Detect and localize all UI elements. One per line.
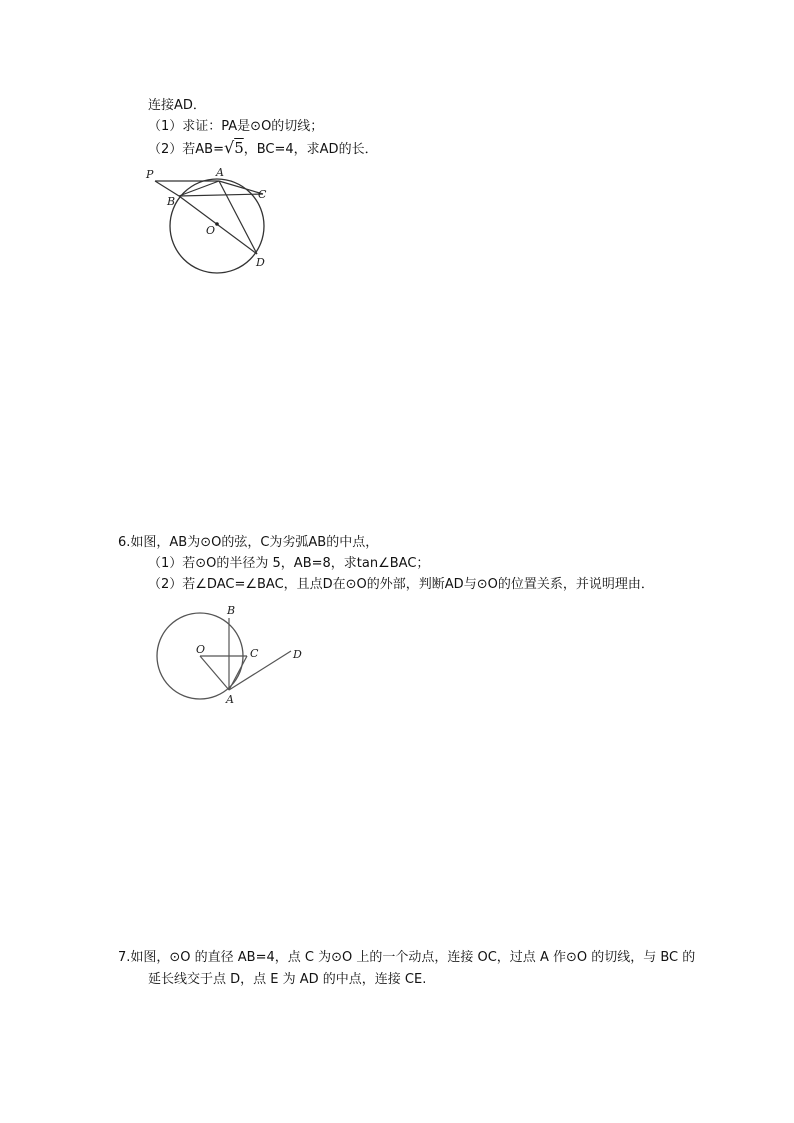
label-d: D [293, 648, 302, 661]
p5-q2-radicand: 5 [234, 139, 244, 157]
circle-o [170, 179, 264, 273]
sqrt-symbol: √ [223, 138, 235, 157]
p7-line-1: 7.如图，⊙O 的直径 AB=4，点 C 为⊙O 上的一个动点，连接 OC，过点 A 作⊙O 的切线，与 BC 的 [118, 950, 696, 965]
label-b: B [227, 604, 236, 617]
p6-stem: 6.如图，AB为⊙O的弦，C为劣弧AB的中点， [118, 535, 379, 550]
label-o: O [206, 224, 216, 237]
label-d: D [256, 256, 265, 269]
label-b: B [167, 195, 176, 208]
p5-intro: 连接AD． [148, 98, 206, 113]
line-pb [155, 181, 179, 196]
line-bc [179, 194, 263, 196]
center-dot [215, 222, 219, 226]
p6-question-2: （2）若∠DAC=∠BAC，且点D在⊙O的外部，判断AD与⊙O的位置关系，并说明理由． [148, 577, 654, 592]
p5-question-1: （1）求证：PA是⊙O的切线； [148, 119, 324, 134]
line-ad [219, 181, 257, 254]
p6-geometry-figure [150, 600, 310, 710]
line-oa [200, 656, 229, 690]
line-ad [229, 651, 291, 690]
label-a: A [226, 693, 234, 706]
p6-question-1: （1）若⊙O的半径为 5，AB=8，求tan∠BAC； [148, 556, 430, 571]
label-p: P [146, 168, 154, 181]
label-c: C [250, 647, 259, 660]
line-ac [219, 181, 263, 194]
label-c: C [258, 188, 267, 201]
label-o: O [196, 643, 206, 656]
p5-q2-prefix: （2）若AB= [148, 142, 224, 157]
label-a: A [216, 166, 224, 179]
p5-geometry-figure [140, 162, 280, 272]
p5-q2-suffix: ，BC=4，求AD的长． [243, 142, 378, 157]
p7-line-2: 延长线交于点 D，点 E 为 AD 的中点，连接 CE. [148, 972, 427, 987]
p5-question-2 [148, 139, 378, 159]
